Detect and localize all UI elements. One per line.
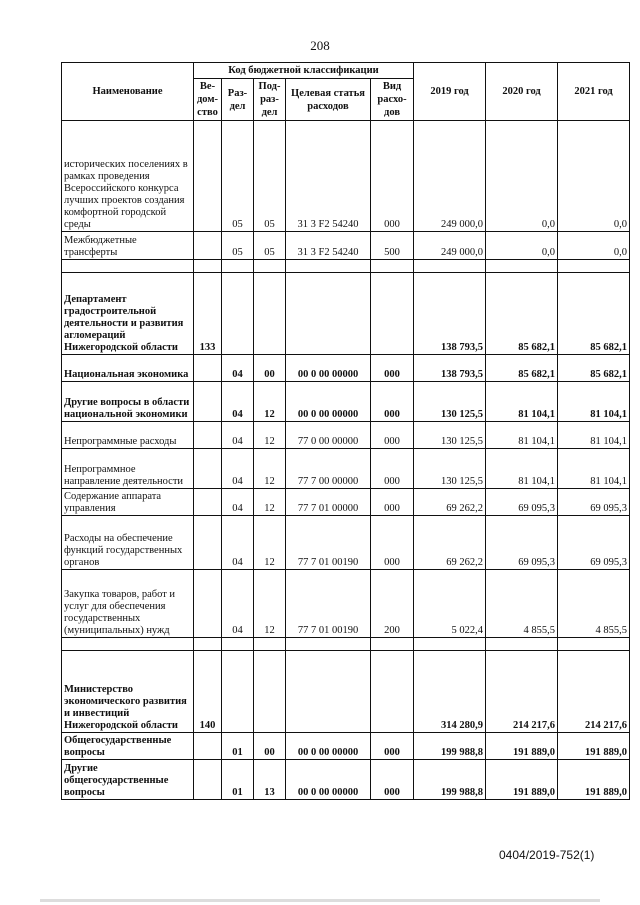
cell-vedomstvo: [194, 449, 222, 489]
cell-razdel: [222, 651, 254, 733]
cell-name: Закупка товаров, работ и услуг для обеспечения государственных (муниципальных) нужд: [62, 570, 194, 638]
cell-amount-2020: 69 095,3: [486, 516, 558, 570]
cell-podrazdel: 12: [254, 422, 286, 449]
cell-amount-2021: 0,0: [558, 232, 630, 260]
cell-csr: 77 7 01 00190: [286, 516, 371, 570]
cell-amount-2019: [414, 260, 486, 273]
cell-amount-2019: 199 988,8: [414, 760, 486, 800]
cell-podrazdel: 00: [254, 355, 286, 382]
cell-razdel: [222, 273, 254, 355]
cell-vedomstvo: [194, 382, 222, 422]
header-vedomstvo: Ве-дом-ство: [194, 79, 222, 121]
table-row: [62, 651, 630, 733]
table-row: [62, 570, 630, 638]
spacer-row: [62, 638, 630, 651]
cell-amount-2021: 214 217,6: [558, 651, 630, 733]
cell-razdel: 04: [222, 489, 254, 516]
cell-vid: [371, 651, 414, 733]
cell-vedomstvo: [194, 355, 222, 382]
cell-name: Другие вопросы в области национальной экономики: [62, 382, 194, 422]
table-row: [62, 516, 630, 570]
cell-name: [62, 260, 194, 273]
cell-csr: 77 0 00 00000: [286, 422, 371, 449]
cell-vedomstvo: 140: [194, 651, 222, 733]
cell-amount-2021: 85 682,1: [558, 355, 630, 382]
table-row: [62, 489, 630, 516]
cell-amount-2020: 85 682,1: [486, 273, 558, 355]
cell-amount-2021: 191 889,0: [558, 733, 630, 760]
table-row: [62, 121, 630, 232]
cell-name: Непрограммные расходы: [62, 422, 194, 449]
cell-csr: [286, 273, 371, 355]
cell-csr: [286, 260, 371, 273]
header-row-1: [62, 63, 630, 79]
cell-amount-2019: [414, 638, 486, 651]
cell-razdel: 04: [222, 422, 254, 449]
cell-amount-2019: 138 793,5: [414, 273, 486, 355]
cell-vedomstvo: [194, 638, 222, 651]
cell-csr: 00 0 00 00000: [286, 760, 371, 800]
cell-vid: 000: [371, 121, 414, 232]
cell-name: Межбюджетные трансферты: [62, 232, 194, 260]
cell-name: Общегосударственные вопросы: [62, 733, 194, 760]
header-name: Наименование: [62, 63, 194, 121]
header-2019: 2019 год: [414, 63, 486, 121]
cell-vid: 000: [371, 449, 414, 489]
cell-razdel: [222, 638, 254, 651]
table-row: [62, 422, 630, 449]
cell-amount-2020: 0,0: [486, 121, 558, 232]
document-code: 0404/2019-752(1): [499, 848, 595, 862]
cell-csr: 00 0 00 00000: [286, 733, 371, 760]
cell-vid: 000: [371, 382, 414, 422]
header-group: Код бюджетной классификации: [194, 63, 414, 79]
cell-amount-2019: 138 793,5: [414, 355, 486, 382]
cell-vedomstvo: [194, 760, 222, 800]
cell-name: исторических поселениях в рамках проведения Всероссийского конкурса лучших проектов создания комфортной городской среды: [62, 121, 194, 232]
cell-amount-2021: [558, 638, 630, 651]
cell-vedomstvo: [194, 121, 222, 232]
header-razdel: Раз-дел: [222, 79, 254, 121]
cell-vedomstvo: [194, 489, 222, 516]
cell-amount-2020: 69 095,3: [486, 489, 558, 516]
cell-name: Министерство экономического развития и инвестиций Нижегородской области: [62, 651, 194, 733]
table-row: [62, 760, 630, 800]
cell-amount-2019: 69 262,2: [414, 489, 486, 516]
cell-podrazdel: 12: [254, 570, 286, 638]
cell-vedomstvo: [194, 570, 222, 638]
cell-vedomstvo: 133: [194, 273, 222, 355]
cell-vid: 000: [371, 489, 414, 516]
cell-razdel: 04: [222, 516, 254, 570]
cell-vid: 200: [371, 570, 414, 638]
cell-amount-2019: 199 988,8: [414, 733, 486, 760]
cell-vid: [371, 638, 414, 651]
cell-razdel: [222, 260, 254, 273]
cell-vid: 000: [371, 422, 414, 449]
budget-table-body: [62, 121, 630, 800]
cell-amount-2020: 81 104,1: [486, 382, 558, 422]
cell-vid: 000: [371, 355, 414, 382]
cell-amount-2019: 249 000,0: [414, 232, 486, 260]
scan-edge-artifact: [40, 899, 600, 902]
cell-name: Расходы на обеспечение функций государственных органов: [62, 516, 194, 570]
cell-razdel: 01: [222, 760, 254, 800]
table-row: [62, 382, 630, 422]
cell-razdel: 01: [222, 733, 254, 760]
cell-vid: 000: [371, 760, 414, 800]
cell-amount-2020: 81 104,1: [486, 449, 558, 489]
cell-amount-2020: 0,0: [486, 232, 558, 260]
cell-amount-2021: 191 889,0: [558, 760, 630, 800]
cell-amount-2019: 130 125,5: [414, 422, 486, 449]
page-number: 208: [310, 38, 330, 53]
cell-amount-2021: 4 855,5: [558, 570, 630, 638]
cell-amount-2019: 5 022,4: [414, 570, 486, 638]
cell-vedomstvo: [194, 516, 222, 570]
cell-vedomstvo: [194, 422, 222, 449]
cell-csr: 31 3 F2 54240: [286, 232, 371, 260]
cell-amount-2019: 69 262,2: [414, 516, 486, 570]
cell-vid: [371, 260, 414, 273]
header-2020: 2020 год: [486, 63, 558, 121]
header-vid: Вид расхо-дов: [371, 79, 414, 121]
cell-amount-2021: [558, 260, 630, 273]
table-row: [62, 733, 630, 760]
cell-razdel: 05: [222, 121, 254, 232]
cell-vid: 500: [371, 232, 414, 260]
cell-amount-2020: [486, 260, 558, 273]
cell-amount-2019: 249 000,0: [414, 121, 486, 232]
cell-amount-2021: 0,0: [558, 121, 630, 232]
cell-vedomstvo: [194, 733, 222, 760]
cell-podrazdel: 12: [254, 516, 286, 570]
cell-name: Другие общегосударственные вопросы: [62, 760, 194, 800]
cell-podrazdel: 12: [254, 489, 286, 516]
cell-csr: 00 0 00 00000: [286, 382, 371, 422]
cell-podrazdel: 13: [254, 760, 286, 800]
cell-amount-2019: 130 125,5: [414, 449, 486, 489]
cell-amount-2020: [486, 638, 558, 651]
header-podrazdel: Под-раз-дел: [254, 79, 286, 121]
spacer-row: [62, 260, 630, 273]
cell-razdel: 04: [222, 382, 254, 422]
cell-amount-2020: 81 104,1: [486, 422, 558, 449]
cell-name: Национальная экономика: [62, 355, 194, 382]
cell-amount-2020: 191 889,0: [486, 733, 558, 760]
cell-name: Непрограммное направление деятельности: [62, 449, 194, 489]
table-row: [62, 355, 630, 382]
cell-podrazdel: 05: [254, 232, 286, 260]
cell-podrazdel: [254, 273, 286, 355]
cell-csr: 77 7 01 00190: [286, 570, 371, 638]
cell-podrazdel: 12: [254, 449, 286, 489]
cell-name: [62, 638, 194, 651]
cell-amount-2020: 214 217,6: [486, 651, 558, 733]
cell-amount-2020: 85 682,1: [486, 355, 558, 382]
header-2021: 2021 год: [558, 63, 630, 121]
budget-table: [61, 62, 630, 800]
cell-amount-2020: 4 855,5: [486, 570, 558, 638]
cell-podrazdel: 00: [254, 733, 286, 760]
cell-csr: 00 0 00 00000: [286, 355, 371, 382]
cell-vedomstvo: [194, 260, 222, 273]
cell-podrazdel: 12: [254, 382, 286, 422]
cell-vid: [371, 273, 414, 355]
cell-razdel: 05: [222, 232, 254, 260]
table-row: [62, 449, 630, 489]
cell-amount-2019: 314 280,9: [414, 651, 486, 733]
cell-podrazdel: 05: [254, 121, 286, 232]
cell-amount-2021: 85 682,1: [558, 273, 630, 355]
cell-razdel: 04: [222, 449, 254, 489]
cell-amount-2021: 81 104,1: [558, 382, 630, 422]
cell-podrazdel: [254, 638, 286, 651]
cell-razdel: 04: [222, 570, 254, 638]
cell-csr: [286, 651, 371, 733]
cell-vid: 000: [371, 733, 414, 760]
cell-amount-2021: 81 104,1: [558, 422, 630, 449]
table-row: [62, 232, 630, 260]
cell-name: Департамент градостроительной деятельности и развития агломераций Нижегородской области: [62, 273, 194, 355]
cell-csr: 77 7 01 00000: [286, 489, 371, 516]
cell-csr: 77 7 00 00000: [286, 449, 371, 489]
cell-amount-2020: 191 889,0: [486, 760, 558, 800]
table-row: [62, 273, 630, 355]
header-csr: Целевая статья расходов: [286, 79, 371, 121]
cell-amount-2021: 69 095,3: [558, 489, 630, 516]
cell-amount-2021: 81 104,1: [558, 449, 630, 489]
cell-amount-2021: 69 095,3: [558, 516, 630, 570]
cell-amount-2019: 130 125,5: [414, 382, 486, 422]
cell-vedomstvo: [194, 232, 222, 260]
cell-csr: 31 3 F2 54240: [286, 121, 371, 232]
cell-razdel: 04: [222, 355, 254, 382]
cell-vid: 000: [371, 516, 414, 570]
cell-csr: [286, 638, 371, 651]
cell-podrazdel: [254, 651, 286, 733]
cell-name: Содержание аппарата управления: [62, 489, 194, 516]
cell-podrazdel: [254, 260, 286, 273]
